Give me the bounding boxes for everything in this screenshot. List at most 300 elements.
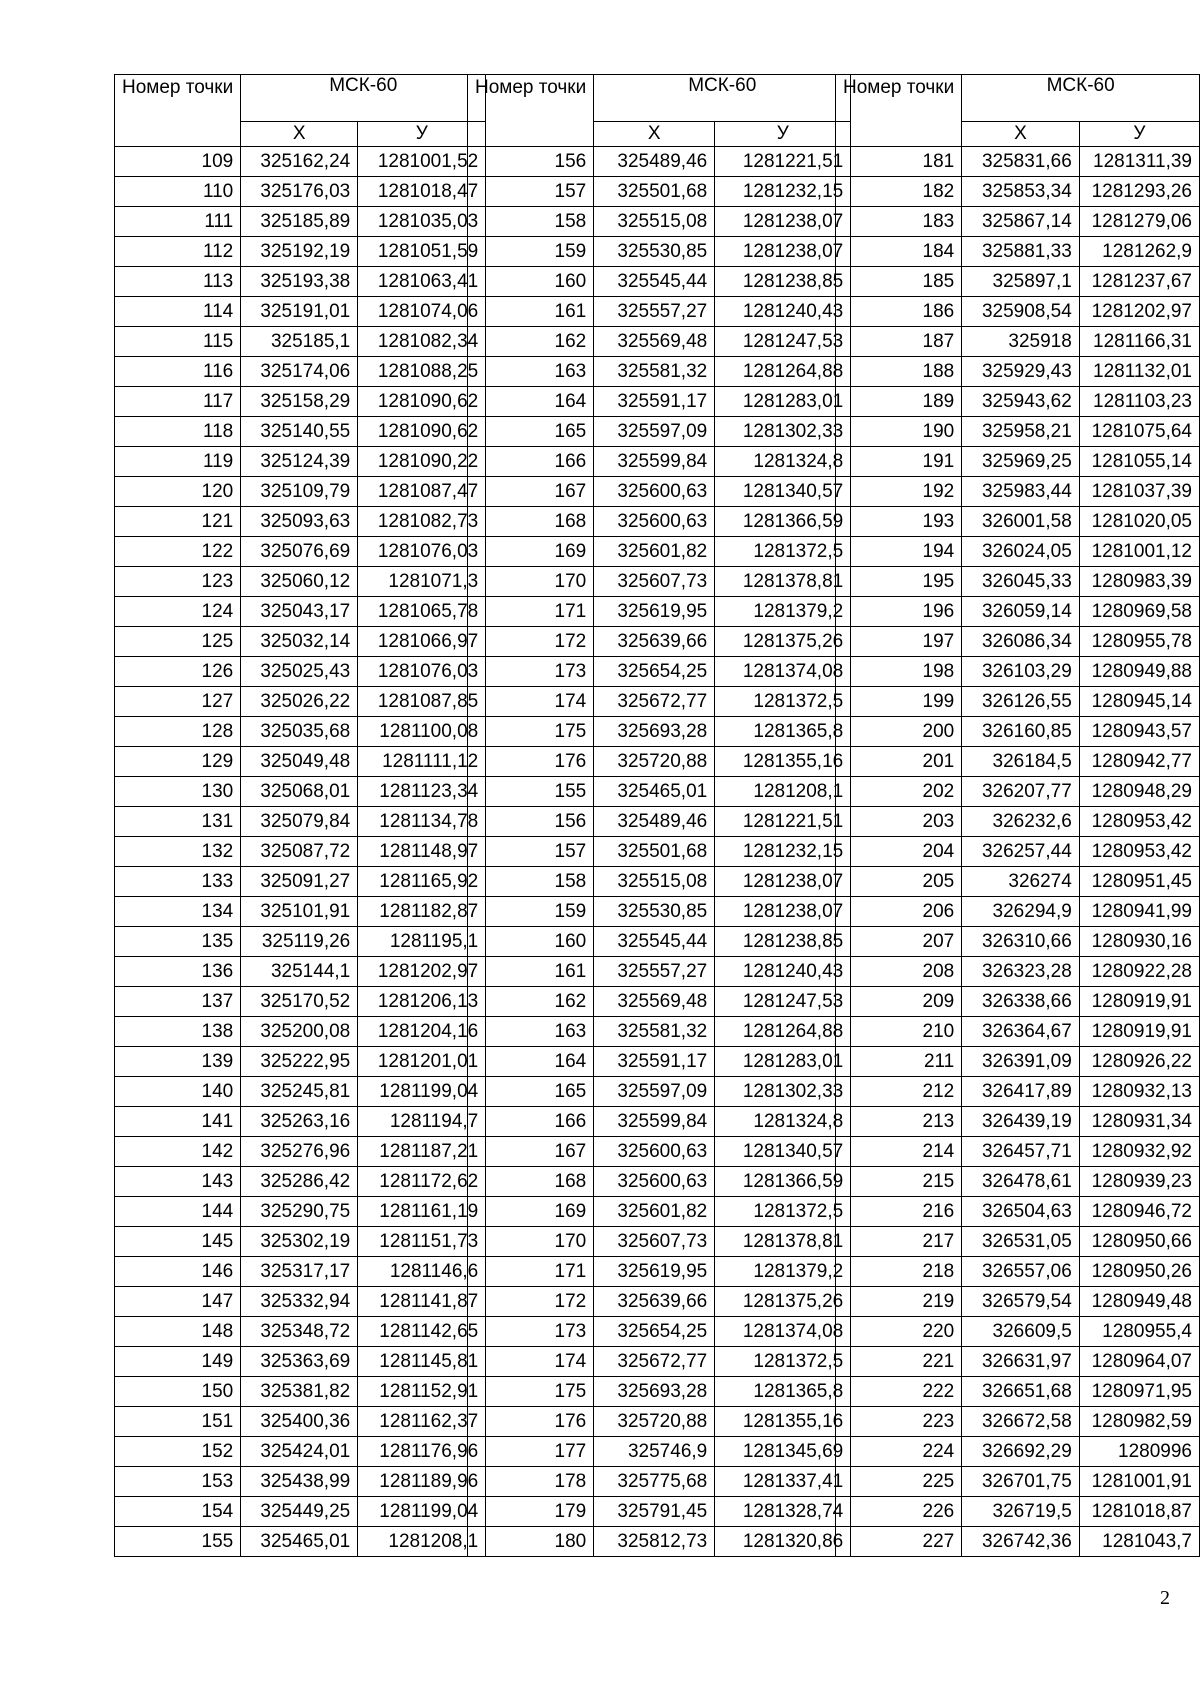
x-coordinate-cell: 325091,27 (241, 867, 358, 897)
point-number-cell: 146 (115, 1257, 241, 1287)
point-number-cell: 158 (468, 207, 594, 237)
point-number-cell: 175 (468, 717, 594, 747)
point-number-cell: 119 (115, 447, 241, 477)
x-coordinate-cell: 325545,44 (594, 267, 715, 297)
x-coordinate-cell: 325720,88 (594, 747, 715, 777)
table-row (468, 207, 851, 237)
point-number-cell: 185 (836, 267, 962, 297)
x-coordinate-cell: 325501,68 (594, 177, 715, 207)
point-number-cell: 157 (468, 177, 594, 207)
y-coordinate-cell: 1281087,85 (358, 687, 486, 717)
x-coordinate-cell: 326232,6 (962, 807, 1080, 837)
table-row (115, 1347, 486, 1377)
table-row (468, 507, 851, 537)
table-row (836, 177, 1200, 207)
y-coordinate-cell: 1280942,77 (1079, 747, 1199, 777)
x-coordinate-cell: 325654,25 (594, 1317, 715, 1347)
x-coordinate-cell: 325144,1 (241, 957, 358, 987)
y-coordinate-cell: 1281018,87 (1079, 1497, 1199, 1527)
point-number-cell: 165 (468, 1077, 594, 1107)
y-coordinate-cell: 1281065,78 (358, 597, 486, 627)
table-row (836, 297, 1200, 327)
x-coordinate-cell: 325958,21 (962, 417, 1080, 447)
table-row (468, 417, 851, 447)
table-row (836, 1197, 1200, 1227)
table-row (468, 1497, 851, 1527)
y-coordinate-cell: 1281189,96 (358, 1467, 486, 1497)
point-number-cell: 178 (468, 1467, 594, 1497)
table-row (836, 1317, 1200, 1347)
x-coordinate-cell: 325600,63 (594, 477, 715, 507)
table-row (836, 687, 1200, 717)
y-coordinate-cell: 1281238,07 (715, 867, 851, 897)
table-row (115, 717, 486, 747)
point-number-cell: 194 (836, 537, 962, 567)
point-number-cell: 204 (836, 837, 962, 867)
y-coordinate-cell: 1281238,85 (715, 927, 851, 957)
point-number-cell: 120 (115, 477, 241, 507)
y-coordinate-cell: 1281264,88 (715, 357, 851, 387)
table-row (115, 627, 486, 657)
y-coordinate-cell: 1281202,97 (1079, 297, 1199, 327)
table-row (836, 507, 1200, 537)
table-row (468, 147, 851, 177)
point-number-cell: 159 (468, 237, 594, 267)
x-coordinate-cell: 325943,62 (962, 387, 1080, 417)
table-row (115, 747, 486, 777)
point-number-cell: 186 (836, 297, 962, 327)
point-number-cell: 215 (836, 1167, 962, 1197)
point-number-cell: 188 (836, 357, 962, 387)
x-coordinate-cell: 325348,72 (241, 1317, 358, 1347)
y-coordinate-cell: 1281232,15 (715, 837, 851, 867)
point-number-cell: 132 (115, 837, 241, 867)
x-coordinate-cell: 326257,44 (962, 837, 1080, 867)
x-coordinate-cell: 326294,9 (962, 897, 1080, 927)
y-coordinate-cell: 1281090,62 (358, 417, 486, 447)
x-coordinate-cell: 325639,66 (594, 1287, 715, 1317)
table-row (836, 867, 1200, 897)
table-row (468, 1287, 851, 1317)
y-coordinate-cell: 1281355,16 (715, 747, 851, 777)
x-coordinate-cell: 325601,82 (594, 1197, 715, 1227)
table-row (468, 567, 851, 597)
point-number-cell: 123 (115, 567, 241, 597)
point-number-cell: 169 (468, 1197, 594, 1227)
point-number-cell: 173 (468, 1317, 594, 1347)
y-coordinate-cell: 1281340,57 (715, 1137, 851, 1167)
y-coordinate-cell: 1281035,03 (358, 207, 486, 237)
x-coordinate-cell: 325929,43 (962, 357, 1080, 387)
table-row (836, 837, 1200, 867)
point-number-cell: 112 (115, 237, 241, 267)
table-row (115, 1167, 486, 1197)
x-coordinate-cell: 326719,5 (962, 1497, 1080, 1527)
y-coordinate-cell: 1281075,64 (1079, 417, 1199, 447)
y-coordinate-cell: 1280943,57 (1079, 717, 1199, 747)
table-row (836, 897, 1200, 927)
x-coordinate-cell: 325639,66 (594, 627, 715, 657)
table-row (468, 987, 851, 1017)
x-coordinate-cell: 325619,95 (594, 1257, 715, 1287)
point-number-cell: 226 (836, 1497, 962, 1527)
x-coordinate-cell: 326417,89 (962, 1077, 1080, 1107)
y-coordinate-cell: 1281238,07 (715, 237, 851, 267)
y-coordinate-cell: 1281020,05 (1079, 507, 1199, 537)
point-number-cell: 211 (836, 1047, 962, 1077)
table-row (468, 1047, 851, 1077)
x-coordinate-cell: 325569,48 (594, 327, 715, 357)
y-coordinate-cell: 1281374,08 (715, 1317, 851, 1347)
y-coordinate-cell: 1281161,19 (358, 1197, 486, 1227)
table-row (115, 807, 486, 837)
table-row (468, 927, 851, 957)
point-number-cell: 125 (115, 627, 241, 657)
point-number-cell: 134 (115, 897, 241, 927)
y-coordinate-cell: 1281283,01 (715, 1047, 851, 1077)
point-number-cell: 139 (115, 1047, 241, 1077)
point-number-cell: 207 (836, 927, 962, 957)
x-coordinate-cell: 325693,28 (594, 717, 715, 747)
y-coordinate-cell: 1281366,59 (715, 1167, 851, 1197)
x-coordinate-cell: 325530,85 (594, 237, 715, 267)
y-coordinate-cell: 1281199,04 (358, 1497, 486, 1527)
y-coordinate-cell: 1281100,08 (358, 717, 486, 747)
y-coordinate-cell: 1281199,04 (358, 1077, 486, 1107)
table-row (468, 1197, 851, 1227)
x-coordinate-cell: 325599,84 (594, 447, 715, 477)
table-row (836, 1527, 1200, 1557)
x-coordinate-cell: 325290,75 (241, 1197, 358, 1227)
y-coordinate-cell: 1281090,22 (358, 447, 486, 477)
table-row (468, 1407, 851, 1437)
point-number-cell: 174 (468, 1347, 594, 1377)
y-coordinate-cell: 1281076,03 (358, 537, 486, 567)
point-number-cell: 138 (115, 1017, 241, 1047)
point-number-cell: 124 (115, 597, 241, 627)
y-coordinate-cell: 1281372,5 (715, 1347, 851, 1377)
x-coordinate-cell: 326478,61 (962, 1167, 1080, 1197)
table-row (468, 1347, 851, 1377)
table-row (115, 687, 486, 717)
y-coordinate-cell: 1281340,57 (715, 477, 851, 507)
x-coordinate-cell: 325600,63 (594, 1167, 715, 1197)
y-coordinate-cell: 1281328,74 (715, 1497, 851, 1527)
y-coordinate-cell: 1281240,43 (715, 297, 851, 327)
point-number-cell: 213 (836, 1107, 962, 1137)
x-coordinate-cell: 325032,14 (241, 627, 358, 657)
y-coordinate-cell: 1281001,12 (1079, 537, 1199, 567)
x-coordinate-cell: 325672,77 (594, 687, 715, 717)
y-coordinate-cell: 1281134,78 (358, 807, 486, 837)
point-number-cell: 140 (115, 1077, 241, 1107)
y-coordinate-cell: 1281279,06 (1079, 207, 1199, 237)
y-coordinate-cell: 1280946,72 (1079, 1197, 1199, 1227)
y-coordinate-cell: 1281302,33 (715, 417, 851, 447)
table-row (836, 1107, 1200, 1137)
y-coordinate-cell: 1281247,53 (715, 327, 851, 357)
x-coordinate-cell: 326059,14 (962, 597, 1080, 627)
x-coordinate-cell: 325043,17 (241, 597, 358, 627)
table-row (115, 1137, 486, 1167)
y-coordinate-cell: 1281001,52 (358, 147, 486, 177)
point-number-cell: 189 (836, 387, 962, 417)
point-number-cell: 156 (468, 807, 594, 837)
point-number-cell: 173 (468, 657, 594, 687)
table-row (468, 807, 851, 837)
x-coordinate-cell: 325591,17 (594, 1047, 715, 1077)
x-coordinate-cell: 325449,25 (241, 1497, 358, 1527)
y-coordinate-cell: 1280951,45 (1079, 867, 1199, 897)
table-row (115, 1017, 486, 1047)
y-coordinate-cell: 1281365,8 (715, 717, 851, 747)
x-coordinate-cell: 326557,06 (962, 1257, 1080, 1287)
x-coordinate-cell: 325897,1 (962, 267, 1080, 297)
point-number-cell: 167 (468, 477, 594, 507)
y-coordinate-cell: 1281375,26 (715, 1287, 851, 1317)
y-coordinate-cell: 1280941,99 (1079, 897, 1199, 927)
x-coordinate-cell: 325400,36 (241, 1407, 358, 1437)
table-row (115, 1377, 486, 1407)
point-number-cell: 200 (836, 717, 962, 747)
x-coordinate-cell: 325174,06 (241, 357, 358, 387)
point-number-cell: 115 (115, 327, 241, 357)
y-coordinate-cell: 1281293,26 (1079, 177, 1199, 207)
table-row (115, 327, 486, 357)
y-coordinate-cell: 1280931,34 (1079, 1107, 1199, 1137)
x-coordinate-cell: 325438,99 (241, 1467, 358, 1497)
y-coordinate-cell: 1281182,87 (358, 897, 486, 927)
point-number-cell: 190 (836, 417, 962, 447)
y-coordinate-cell: 1281063,41 (358, 267, 486, 297)
point-number-cell: 219 (836, 1287, 962, 1317)
table-row (115, 297, 486, 327)
x-coordinate-cell: 325060,12 (241, 567, 358, 597)
table-row (836, 1497, 1200, 1527)
y-coordinate-cell: 1281320,86 (715, 1527, 851, 1557)
x-coordinate-cell: 325381,82 (241, 1377, 358, 1407)
x-coordinate-cell: 326160,85 (962, 717, 1080, 747)
point-number-cell: 220 (836, 1317, 962, 1347)
table-row (836, 957, 1200, 987)
table-row (115, 1467, 486, 1497)
point-number-cell: 135 (115, 927, 241, 957)
table-row (468, 867, 851, 897)
y-coordinate-cell: 1281379,2 (715, 597, 851, 627)
point-number-cell: 126 (115, 657, 241, 687)
x-coordinate-cell: 326631,97 (962, 1347, 1080, 1377)
x-column-header: X (594, 122, 715, 147)
x-coordinate-cell: 325119,26 (241, 927, 358, 957)
point-number-cell: 137 (115, 987, 241, 1017)
table-row (468, 657, 851, 687)
point-number-cell: 163 (468, 1017, 594, 1047)
table-row (836, 987, 1200, 1017)
y-coordinate-cell: 1281366,59 (715, 507, 851, 537)
y-coordinate-cell: 1281001,91 (1079, 1467, 1199, 1497)
table-row (836, 537, 1200, 567)
table-row (115, 1197, 486, 1227)
point-number-cell: 166 (468, 1107, 594, 1137)
x-coordinate-cell: 325035,68 (241, 717, 358, 747)
coordinate-system-header: МСК-60 (594, 75, 851, 122)
table-row (468, 537, 851, 567)
x-coordinate-cell: 326457,71 (962, 1137, 1080, 1167)
table-row (468, 1467, 851, 1497)
y-coordinate-cell: 1281378,81 (715, 1227, 851, 1257)
point-number-cell: 156 (468, 147, 594, 177)
x-coordinate-cell: 325185,1 (241, 327, 358, 357)
y-coordinate-cell: 1281378,81 (715, 567, 851, 597)
y-coordinate-cell: 1281375,26 (715, 627, 851, 657)
point-number-cell: 181 (836, 147, 962, 177)
point-number-cell: 224 (836, 1437, 962, 1467)
table-row (468, 957, 851, 987)
point-number-cell: 206 (836, 897, 962, 927)
table-row (468, 747, 851, 777)
table-row (836, 267, 1200, 297)
x-coordinate-cell: 325515,08 (594, 207, 715, 237)
x-column-header: X (241, 122, 358, 147)
table-row (115, 1287, 486, 1317)
y-coordinate-cell: 1281302,33 (715, 1077, 851, 1107)
x-coordinate-cell: 325599,84 (594, 1107, 715, 1137)
x-coordinate-cell: 325424,01 (241, 1437, 358, 1467)
y-coordinate-cell: 1281324,8 (715, 447, 851, 477)
x-coordinate-cell: 326692,29 (962, 1437, 1080, 1467)
point-number-cell: 171 (468, 1257, 594, 1287)
table-row (468, 477, 851, 507)
y-coordinate-cell: 1281311,39 (1079, 147, 1199, 177)
y-coordinate-cell: 1281071,3 (358, 567, 486, 597)
x-coordinate-cell: 326651,68 (962, 1377, 1080, 1407)
y-coordinate-cell: 1281283,01 (715, 387, 851, 417)
x-coordinate-cell: 326103,29 (962, 657, 1080, 687)
x-coordinate-cell: 325317,17 (241, 1257, 358, 1287)
x-coordinate-cell: 325581,32 (594, 357, 715, 387)
y-coordinate-cell: 1281195,1 (358, 927, 486, 957)
table-row (115, 1407, 486, 1437)
table-row (836, 237, 1200, 267)
y-coordinate-cell: 1280969,58 (1079, 597, 1199, 627)
point-number-cell: 114 (115, 297, 241, 327)
table-row (115, 387, 486, 417)
point-number-cell: 109 (115, 147, 241, 177)
x-coordinate-cell: 326184,5 (962, 747, 1080, 777)
point-number-cell: 216 (836, 1197, 962, 1227)
x-coordinate-cell: 326024,05 (962, 537, 1080, 567)
y-coordinate-cell: 1281187,21 (358, 1137, 486, 1167)
point-number-cell: 165 (468, 417, 594, 447)
y-coordinate-cell: 1281232,15 (715, 177, 851, 207)
table-row (115, 957, 486, 987)
table-row (468, 627, 851, 657)
x-coordinate-cell: 326338,66 (962, 987, 1080, 1017)
point-number-cell: 150 (115, 1377, 241, 1407)
point-number-cell: 168 (468, 1167, 594, 1197)
point-number-header: Номер точки (836, 75, 962, 147)
table-row (468, 237, 851, 267)
table-row (468, 1077, 851, 1107)
y-coordinate-cell: 1281165,92 (358, 867, 486, 897)
coordinate-system-header: МСК-60 (962, 75, 1200, 122)
table-row (468, 327, 851, 357)
point-number-cell: 172 (468, 627, 594, 657)
table-row (115, 417, 486, 447)
x-coordinate-cell: 325176,03 (241, 177, 358, 207)
point-number-cell: 130 (115, 777, 241, 807)
point-number-cell: 210 (836, 1017, 962, 1047)
point-number-cell: 221 (836, 1347, 962, 1377)
y-coordinate-cell: 1280964,07 (1079, 1347, 1199, 1377)
y-coordinate-cell: 1281337,41 (715, 1467, 851, 1497)
table-row (468, 387, 851, 417)
table-row (115, 1527, 486, 1557)
point-number-cell: 142 (115, 1137, 241, 1167)
x-coordinate-cell: 325222,95 (241, 1047, 358, 1077)
coordinates-table-2 (467, 74, 851, 1557)
y-coordinate-cell: 1280922,28 (1079, 957, 1199, 987)
point-number-cell: 157 (468, 837, 594, 867)
point-number-cell: 193 (836, 507, 962, 537)
table-row (836, 1437, 1200, 1467)
point-number-cell: 171 (468, 597, 594, 627)
point-number-cell: 164 (468, 387, 594, 417)
y-coordinate-cell: 1281132,01 (1079, 357, 1199, 387)
table-row (115, 237, 486, 267)
y-coordinate-cell: 1281345,69 (715, 1437, 851, 1467)
table-row (468, 1317, 851, 1347)
point-number-header: Номер точки (115, 75, 241, 147)
x-coordinate-cell: 326126,55 (962, 687, 1080, 717)
table-row (468, 447, 851, 477)
table-row (468, 1377, 851, 1407)
point-number-cell: 172 (468, 1287, 594, 1317)
table-row (115, 207, 486, 237)
table-row (115, 1437, 486, 1467)
y-coordinate-cell: 1280950,26 (1079, 1257, 1199, 1287)
x-coordinate-cell: 325545,44 (594, 927, 715, 957)
point-number-cell: 131 (115, 807, 241, 837)
point-number-cell: 201 (836, 747, 962, 777)
coordinates-table-3 (835, 74, 1200, 1557)
x-coordinate-cell: 326609,5 (962, 1317, 1080, 1347)
point-number-cell: 169 (468, 537, 594, 567)
point-number-cell: 148 (115, 1317, 241, 1347)
y-coordinate-cell: 1280955,4 (1079, 1317, 1199, 1347)
x-coordinate-cell: 325515,08 (594, 867, 715, 897)
table-row (468, 1017, 851, 1047)
y-coordinate-cell: 1281221,51 (715, 807, 851, 837)
y-coordinate-cell: 1280948,29 (1079, 777, 1199, 807)
point-number-cell: 155 (468, 777, 594, 807)
table-row (115, 897, 486, 927)
coordinates-table-1 (114, 74, 486, 1557)
x-coordinate-cell: 325918 (962, 327, 1080, 357)
table-row (836, 717, 1200, 747)
x-coordinate-cell: 325068,01 (241, 777, 358, 807)
x-coordinate-cell: 325087,72 (241, 837, 358, 867)
table-row (115, 987, 486, 1017)
x-coordinate-cell: 325465,01 (241, 1527, 358, 1557)
x-coordinate-cell: 325286,42 (241, 1167, 358, 1197)
table-row (836, 1467, 1200, 1497)
point-number-cell: 129 (115, 747, 241, 777)
table-row (836, 1347, 1200, 1377)
point-number-cell: 167 (468, 1137, 594, 1167)
y-coordinate-cell: 1281172,62 (358, 1167, 486, 1197)
table-row (115, 927, 486, 957)
